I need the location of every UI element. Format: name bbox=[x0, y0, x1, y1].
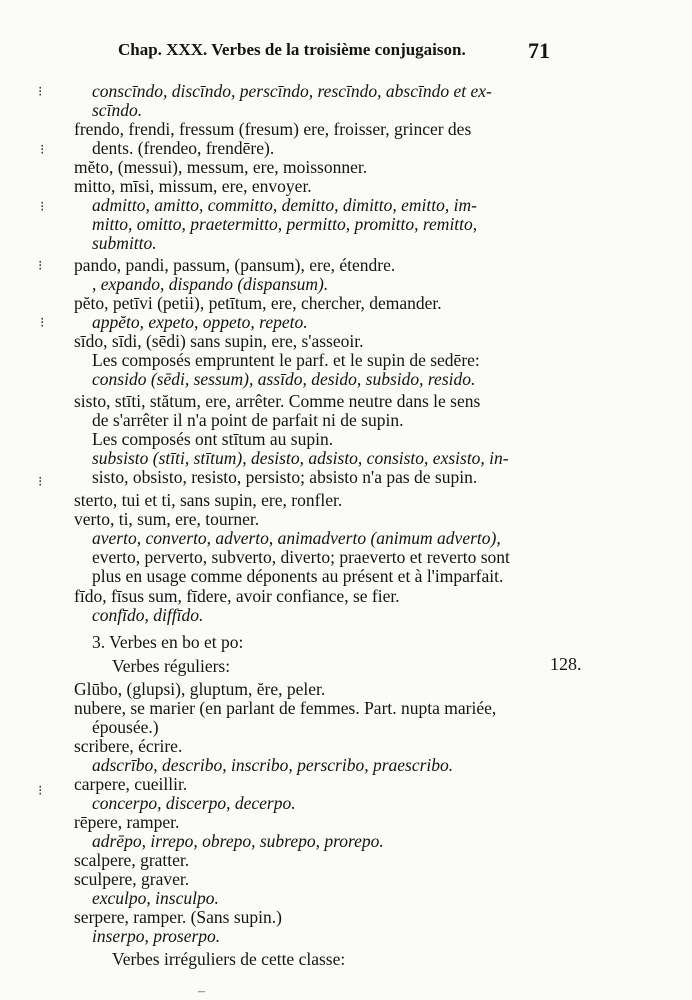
text-line: scalpere, gratter. bbox=[74, 850, 190, 870]
text-line: consido (sēdi, sessum), assīdo, desido, subsido, resido. bbox=[92, 369, 476, 389]
running-header: Chap. XXX. Verbes de la troisième conjugaison. bbox=[118, 40, 466, 59]
margin-mark: – bbox=[198, 984, 205, 999]
text-line: averto, converto, adverto, animadverto (animum adverto), bbox=[92, 528, 501, 548]
text-line: exculpo, insculpo. bbox=[92, 888, 219, 908]
text-line: mitto, mīsi, missum, ere, envoyer. bbox=[74, 176, 312, 196]
text-line: adrēpo, irrepo, obrepo, subrepo, prorepo. bbox=[92, 831, 384, 851]
text-line: carpere, cueillir. bbox=[74, 774, 188, 794]
text-line: pando, pandi, passum, (pansum), ere, étendre. bbox=[74, 255, 396, 275]
section-number: 128. bbox=[550, 654, 582, 674]
text-line: scīndo. bbox=[92, 100, 143, 120]
text-line: pĕto, petīvi (petii), petītum, ere, chercher, demander. bbox=[74, 293, 442, 313]
text-line: concerpo, discerpo, decerpo. bbox=[92, 793, 296, 813]
text-line: sisto, obsisto, resisto, persisto; absisto n'a pas de supin. bbox=[92, 467, 478, 487]
text-line: frendo, frendi, fressum (fresum) ere, froisser, grincer des bbox=[74, 119, 472, 139]
text-line: admitto, amitto, committo, demitto, dimitto, emitto, im- bbox=[92, 195, 477, 215]
text-line: sterto, tui et ti, sans supin, ere, ronfler. bbox=[74, 490, 343, 510]
text-line: fīdo, fīsus sum, fīdere, avoir confiance, se fier. bbox=[74, 586, 400, 606]
text-line: mitto, omitto, praetermitto, permitto, promitto, remitto, bbox=[92, 214, 478, 234]
margin-mark: ⁝ bbox=[40, 143, 45, 158]
text-line: plus en usage comme déponents au présent et à l'imparfait. bbox=[92, 566, 504, 586]
text-line: inserpo, proserpo. bbox=[92, 926, 221, 946]
text-line: scribere, écrire. bbox=[74, 736, 183, 756]
text-line: subsisto (stīti, stītum), desisto, adsisto, consisto, exsisto, in- bbox=[92, 448, 509, 468]
text-line: verto, ti, sum, ere, tourner. bbox=[74, 509, 260, 529]
margin-mark: ⁝ bbox=[38, 259, 43, 274]
text-line: , expando, dispando (dispansum). bbox=[92, 274, 329, 294]
margin-mark: ⁝ bbox=[38, 784, 43, 799]
text-line: rēpere, ramper. bbox=[74, 812, 180, 832]
text-line: confīdo, diffīdo. bbox=[92, 605, 204, 625]
margin-mark: ⁝ bbox=[40, 316, 45, 331]
text-line: Glūbo, (glupsi), gluptum, ĕre, peler. bbox=[74, 679, 326, 699]
text-line: Verbes irréguliers de cette classe: bbox=[112, 949, 346, 969]
text-line: adscrībo, describo, inscribo, perscribo, praescribo. bbox=[92, 755, 454, 775]
text-line: mĕto, (messui), messum, ere, moissonner. bbox=[74, 157, 368, 177]
text-line: sisto, stīti, stătum, ere, arrêter. Comme neutre dans le sens bbox=[74, 391, 481, 411]
subsection-heading: Verbes réguliers: bbox=[112, 656, 231, 676]
text-line: Les composés ont stītum au supin. bbox=[92, 429, 334, 449]
text-line: de s'arrêter il n'a point de parfait ni de supin. bbox=[92, 410, 404, 430]
text-line: submitto. bbox=[92, 233, 157, 253]
section-heading: 3. Verbes en bo et po: bbox=[92, 632, 244, 652]
page-number: 71 bbox=[528, 38, 550, 63]
margin-mark: ⁝ bbox=[38, 475, 43, 490]
text-line: sīdo, sīdi, (sēdi) sans supin, ere, s'asseoir. bbox=[74, 331, 364, 351]
text-line: sculpere, graver. bbox=[74, 869, 190, 889]
text-line: nubere, se marier (en parlant de femmes. Part. nupta mariée, bbox=[74, 698, 497, 718]
margin-mark: ⁝ bbox=[38, 85, 43, 100]
text-line: dents. (frendeo, frendēre). bbox=[92, 138, 275, 158]
text-line: serpere, ramper. (Sans supin.) bbox=[74, 907, 282, 927]
text-line: épousée.) bbox=[92, 717, 159, 737]
text-line: appĕto, expeto, oppeto, repeto. bbox=[92, 312, 308, 332]
text-line: everto, perverto, subverto, diverto; praeverto et reverto sont bbox=[92, 547, 510, 567]
text-line: Les composés empruntent le parf. et le supin de sedēre: bbox=[92, 350, 480, 370]
text-line: conscīndo, discīndo, perscīndo, rescīndo, abscīndo et ex- bbox=[92, 81, 492, 101]
margin-mark: ⁝ bbox=[40, 200, 45, 215]
